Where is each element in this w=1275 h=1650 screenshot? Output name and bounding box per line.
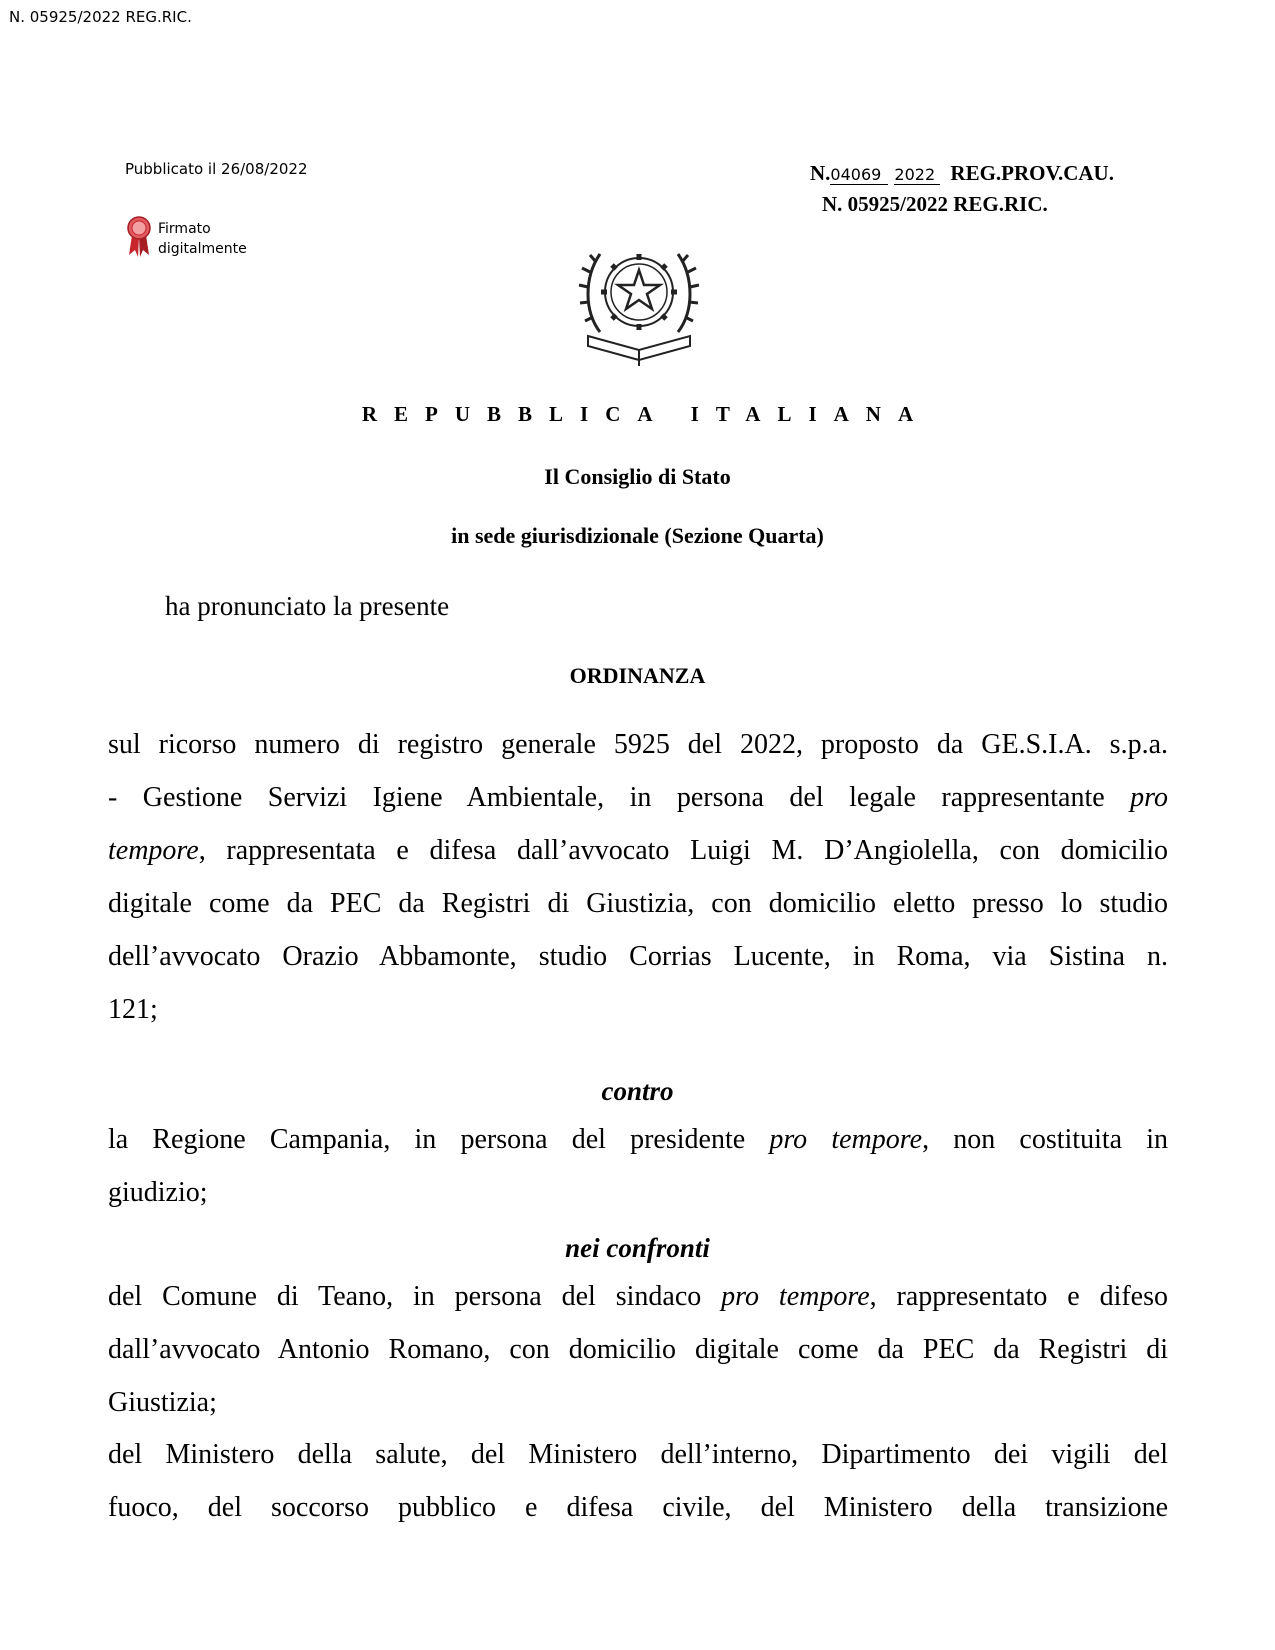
paragraph-line: dell’avvocato Orazio Abbamonte, studio Corrias Lucente, in Roma, via Sistina n.	[108, 941, 1168, 972]
against-heading: contro	[601, 1076, 674, 1106]
ordinance-title: ORDINANZA	[569, 663, 706, 688]
reg-suffix: REG.PROV.CAU.	[950, 161, 1114, 185]
paragraph-line: tempore, rappresentata e difesa dall’avvocato Luigi M. D’Angiolella, con domicilio	[108, 835, 1168, 866]
digital-signature-badge	[124, 215, 264, 263]
paragraph-line: dall’avvocato Antonio Romano, con domicilio digitale come da PEC da Registri di	[108, 1334, 1168, 1365]
reg-prefix: N.	[810, 161, 831, 185]
council-heading: Il Consiglio di Stato	[544, 464, 731, 489]
towards-heading: nei confronti	[565, 1233, 710, 1263]
paragraph-line: giudizio;	[108, 1177, 208, 1208]
republic-heading: REPUBBLICA ITALIANA	[361, 402, 931, 426]
ministries-paragraph	[108, 1428, 1168, 1534]
reg-prov-cau	[810, 158, 1114, 189]
paragraph-line: del Comune di Teano, in persona del sindaco pro tempore, rappresentato e difeso	[108, 1281, 1168, 1312]
reg-number: 04069	[830, 166, 888, 185]
section-heading: in sede giurisdizionale (Sezione Quarta)	[451, 523, 824, 548]
paragraph-line: la Regione Campania, in persona del presidente pro tempore, non costituita in	[108, 1124, 1169, 1155]
appellant-paragraph	[108, 718, 1168, 1036]
paragraph-line: digitale come da PEC da Registri di Giustizia, con domicilio eletto presso lo studio	[108, 888, 1168, 919]
top-reference: N. 05925/2022 REG.RIC.	[9, 8, 192, 26]
reg-ric: N. 05925/2022 REG.RIC.	[822, 192, 1048, 216]
registry-reference	[810, 158, 1114, 220]
paragraph-line: 121;	[108, 994, 158, 1025]
paragraph-line: fuoco, del soccorso pubblico e difesa civile, del Ministero della transizione	[108, 1492, 1168, 1523]
respondent-paragraph	[108, 1113, 1168, 1219]
reg-year: 2022	[894, 166, 940, 185]
signed-label-2: digitalmente	[158, 241, 247, 257]
paragraph-line: Giustizia;	[108, 1387, 217, 1418]
seal-ribbon-icon	[124, 215, 154, 259]
italian-republic-emblem-icon	[578, 232, 700, 370]
published-date: Pubblicato il 26/08/2022	[125, 160, 308, 178]
pronounced-line: ha pronunciato la presente	[165, 591, 450, 621]
signed-label-1: Firmato	[158, 221, 211, 237]
paragraph-line: del Ministero della salute, del Ministero dell’interno, Dipartimento dei vigili del	[108, 1439, 1168, 1470]
paragraph-line: sul ricorso numero di registro generale 5925 del 2022, proposto da GE.S.I.A. s.p.a.	[108, 729, 1168, 760]
counterparty-paragraph	[108, 1270, 1168, 1429]
paragraph-line: - Gestione Servizi Igiene Ambientale, in persona del legale rappresentante pro	[108, 782, 1168, 813]
